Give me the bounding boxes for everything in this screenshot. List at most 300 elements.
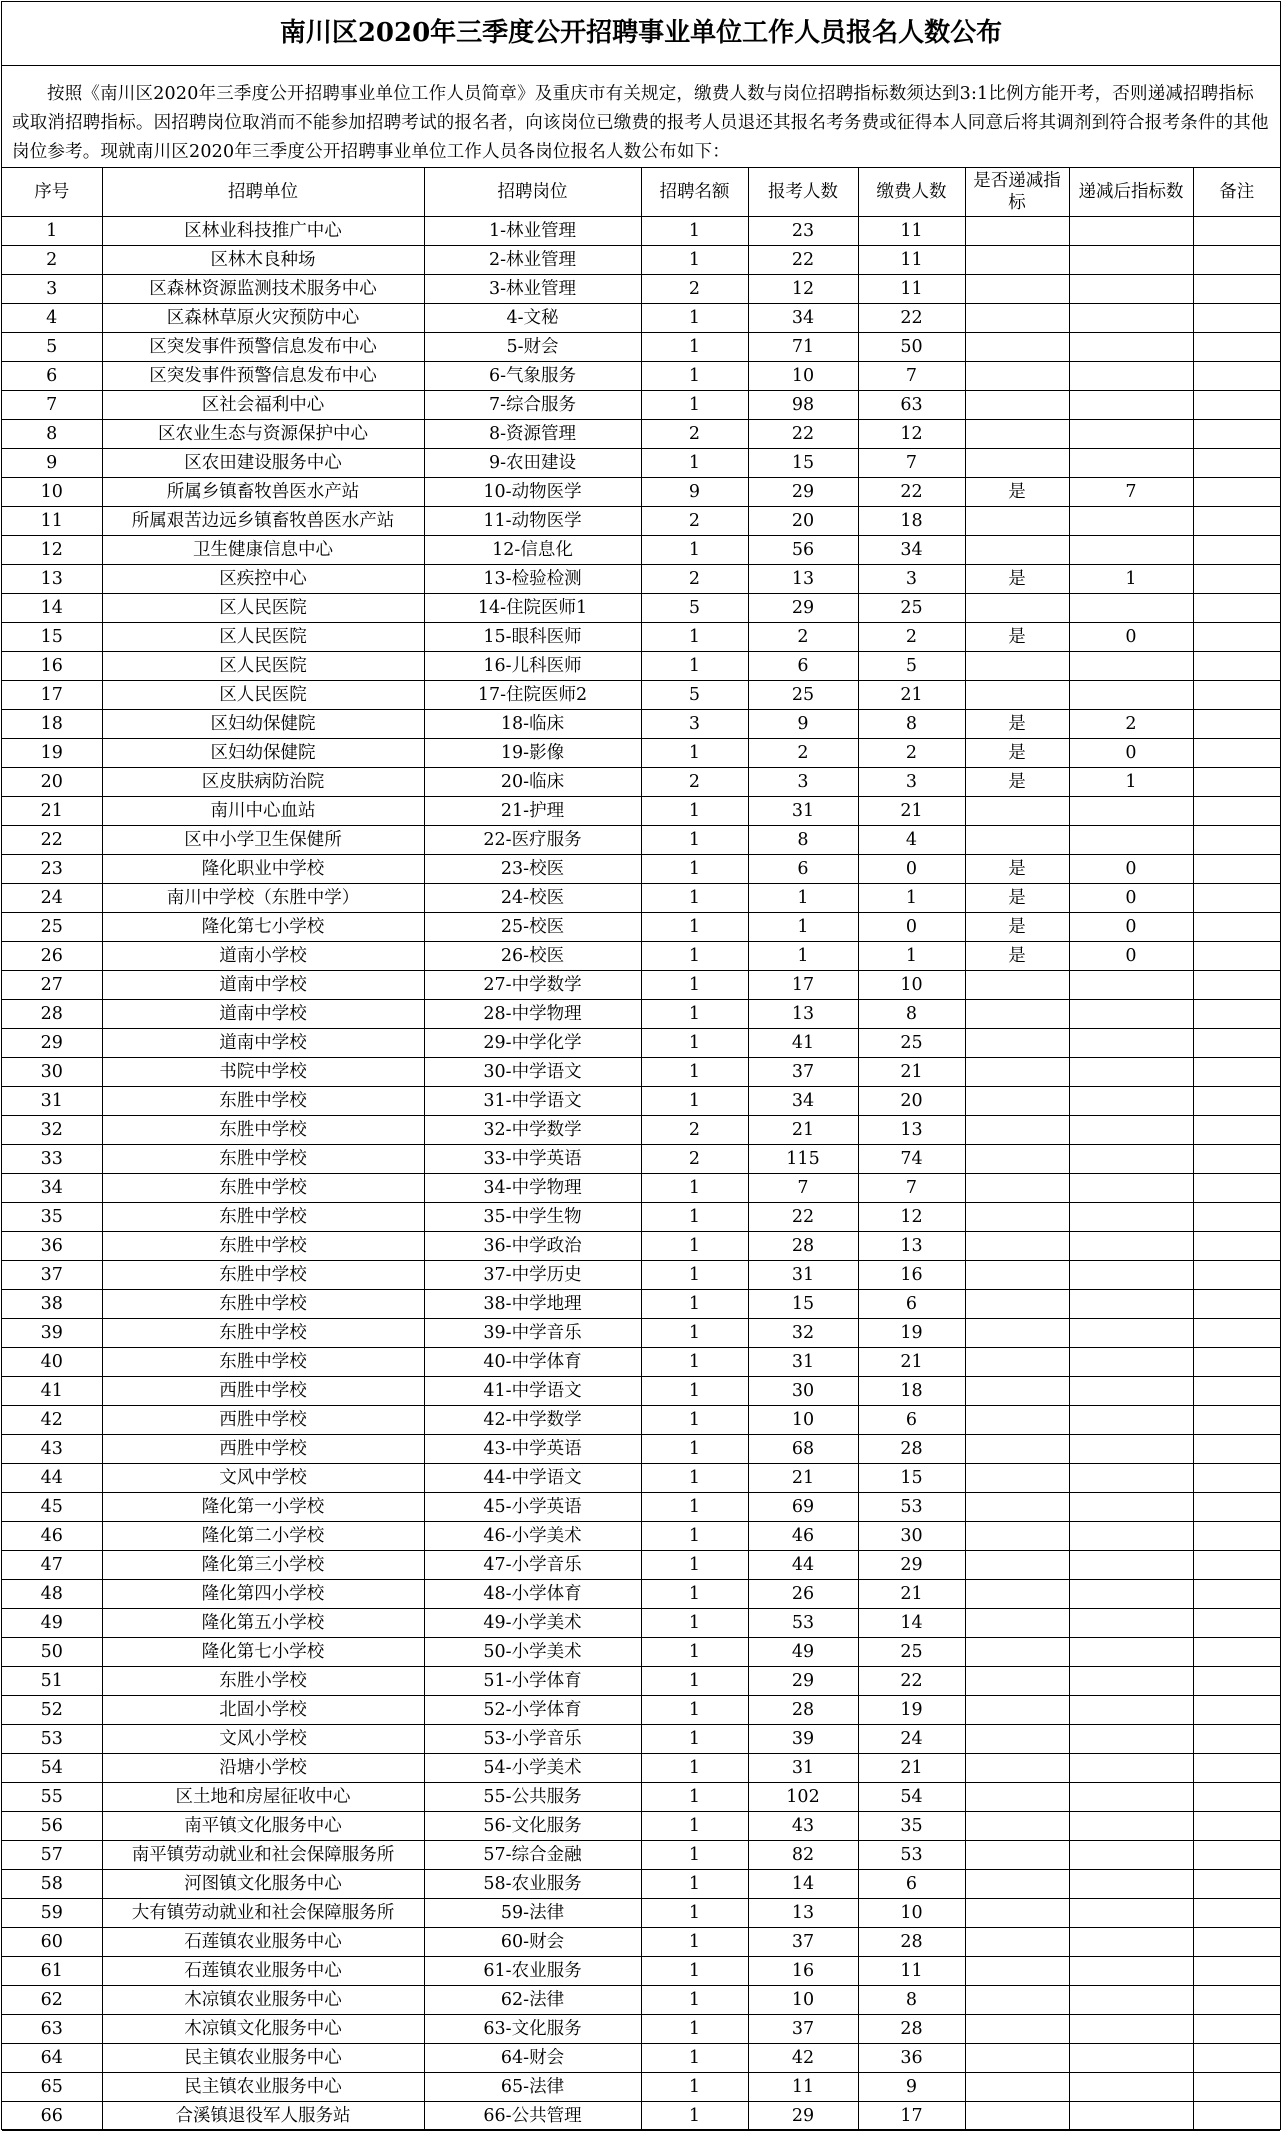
applicants-count-cell: 44: [748, 1551, 858, 1580]
quota-cell: 1: [641, 1464, 748, 1493]
paid-count-cell: 28: [858, 2015, 965, 2044]
recruiting-unit-cell: 南平镇劳动就业和社会保障服务所: [102, 1841, 424, 1870]
paid-count-cell: 4: [858, 826, 965, 855]
remarks-cell: [1193, 739, 1280, 768]
recruiting-unit-cell: 民主镇农业服务中心: [102, 2073, 424, 2102]
remarks-cell: [1193, 797, 1280, 826]
quota-cell: 1: [641, 942, 748, 971]
position-cell: 18-临床: [424, 710, 641, 739]
reduced-flag-cell: [965, 1116, 1069, 1145]
paid-count-cell: 7: [858, 449, 965, 478]
reduced-flag-cell: [965, 1435, 1069, 1464]
table-row: [2, 275, 1280, 304]
table-row: [2, 913, 1280, 942]
table-row: [2, 1203, 1280, 1232]
reduced-flag-cell: [965, 1348, 1069, 1377]
table-row: [2, 1174, 1280, 1203]
quota-cell: 1: [641, 855, 748, 884]
reduced-quota-cell: [1069, 1290, 1193, 1319]
position-cell: 56-文化服务: [424, 1812, 641, 1841]
recruiting-unit-cell: 河图镇文化服务中心: [102, 1870, 424, 1899]
position-cell: 43-中学英语: [424, 1435, 641, 1464]
quota-cell: 1: [641, 304, 748, 333]
paid-count-cell: 9: [858, 2073, 965, 2102]
quota-cell: 1: [641, 1986, 748, 2015]
reduced-flag-cell: [965, 1087, 1069, 1116]
position-cell: 3-林业管理: [424, 275, 641, 304]
position-cell: 55-公共服务: [424, 1783, 641, 1812]
row-number-cell: 21: [2, 797, 102, 826]
table-row: [2, 594, 1280, 623]
reduced-flag-cell: [965, 1870, 1069, 1899]
table-row: [2, 1232, 1280, 1261]
reduced-quota-cell: 0: [1069, 884, 1193, 913]
reduced-flag-cell: [965, 1783, 1069, 1812]
table-row: [2, 623, 1280, 652]
paid-count-cell: 28: [858, 1435, 965, 1464]
applicants-count-cell: 6: [748, 652, 858, 681]
paid-count-cell: 18: [858, 507, 965, 536]
row-number-cell: 61: [2, 1957, 102, 1986]
paid-count-cell: 7: [858, 1174, 965, 1203]
position-cell: 57-综合金融: [424, 1841, 641, 1870]
position-cell: 11-动物医学: [424, 507, 641, 536]
reduced-quota-cell: [1069, 1174, 1193, 1203]
reduced-flag-cell: [965, 1000, 1069, 1029]
applicants-count-cell: 2: [748, 739, 858, 768]
row-number-cell: 4: [2, 304, 102, 333]
quota-cell: 1: [641, 1290, 748, 1319]
position-cell: 8-资源管理: [424, 420, 641, 449]
reduced-flag-cell: 是: [965, 942, 1069, 971]
recruiting-unit-cell: 道南中学校: [102, 971, 424, 1000]
reduced-quota-cell: [1069, 304, 1193, 333]
remarks-cell: [1193, 333, 1280, 362]
position-cell: 41-中学语文: [424, 1377, 641, 1406]
remarks-cell: [1193, 1754, 1280, 1783]
table-row: [2, 1435, 1280, 1464]
quota-cell: 9: [641, 478, 748, 507]
position-cell: 21-护理: [424, 797, 641, 826]
row-number-cell: 44: [2, 1464, 102, 1493]
reduced-quota-cell: [1069, 1783, 1193, 1812]
quota-cell: 2: [641, 420, 748, 449]
reduced-quota-cell: [1069, 1000, 1193, 1029]
paid-count-cell: 14: [858, 1609, 965, 1638]
quota-cell: 1: [641, 536, 748, 565]
reduced-quota-cell: 1: [1069, 565, 1193, 594]
applicants-count-cell: 29: [748, 2102, 858, 2131]
table-row: [2, 768, 1280, 797]
paid-count-cell: 53: [858, 1493, 965, 1522]
applicants-count-cell: 15: [748, 1290, 858, 1319]
applicants-count-cell: 56: [748, 536, 858, 565]
table-row: [2, 2073, 1280, 2102]
reduced-quota-cell: [1069, 246, 1193, 275]
position-cell: 12-信息化: [424, 536, 641, 565]
reduced-flag-cell: [965, 246, 1069, 275]
reduced-quota-cell: [1069, 1261, 1193, 1290]
applicants-count-cell: 39: [748, 1725, 858, 1754]
paid-count-cell: 10: [858, 971, 965, 1000]
reduced-quota-cell: [1069, 594, 1193, 623]
reduced-flag-cell: [965, 2044, 1069, 2073]
paid-count-cell: 13: [858, 1116, 965, 1145]
table-row: [2, 1551, 1280, 1580]
quota-cell: 1: [641, 1696, 748, 1725]
table-row: [2, 1986, 1280, 2015]
reduced-flag-cell: [965, 1551, 1069, 1580]
table-row: [2, 362, 1280, 391]
row-number-cell: 54: [2, 1754, 102, 1783]
reduced-quota-cell: [1069, 826, 1193, 855]
row-number-cell: 9: [2, 449, 102, 478]
table-row: [2, 1580, 1280, 1609]
remarks-cell: [1193, 1116, 1280, 1145]
table-row: [2, 1464, 1280, 1493]
reduced-quota-cell: [1069, 681, 1193, 710]
table-row: [2, 1696, 1280, 1725]
paid-count-cell: 8: [858, 710, 965, 739]
quota-cell: 1: [641, 2102, 748, 2131]
table-row: [2, 565, 1280, 594]
recruiting-unit-cell: 区社会福利中心: [102, 391, 424, 420]
row-number-cell: 38: [2, 1290, 102, 1319]
table-row: [2, 1522, 1280, 1551]
row-number-cell: 51: [2, 1667, 102, 1696]
reduced-quota-cell: [1069, 1058, 1193, 1087]
reduced-flag-cell: 是: [965, 768, 1069, 797]
paid-count-cell: 28: [858, 1928, 965, 1957]
row-number-cell: 56: [2, 1812, 102, 1841]
applicants-count-cell: 7: [748, 1174, 858, 1203]
row-number-cell: 15: [2, 623, 102, 652]
applicants-count-cell: 28: [748, 1696, 858, 1725]
position-cell: 60-财会: [424, 1928, 641, 1957]
position-cell: 46-小学美术: [424, 1522, 641, 1551]
table-row: [2, 1899, 1280, 1928]
applicants-count-cell: 13: [748, 1000, 858, 1029]
row-number-cell: 55: [2, 1783, 102, 1812]
recruiting-unit-cell: 区林业科技推广中心: [102, 217, 424, 246]
reduced-flag-cell: [965, 1667, 1069, 1696]
row-number-cell: 53: [2, 1725, 102, 1754]
row-number-cell: 14: [2, 594, 102, 623]
reduced-flag-cell: [965, 1232, 1069, 1261]
position-cell: 52-小学体育: [424, 1696, 641, 1725]
recruiting-unit-cell: 南川中学校（东胜中学）: [102, 884, 424, 913]
reduced-flag-cell: [965, 1522, 1069, 1551]
position-cell: 48-小学体育: [424, 1580, 641, 1609]
recruiting-unit-cell: 区农田建设服务中心: [102, 449, 424, 478]
quota-cell: 1: [641, 1870, 748, 1899]
applicants-count-cell: 1: [748, 913, 858, 942]
recruiting-unit-cell: 卫生健康信息中心: [102, 536, 424, 565]
position-cell: 24-校医: [424, 884, 641, 913]
remarks-cell: [1193, 449, 1280, 478]
paid-count-cell: 16: [858, 1261, 965, 1290]
position-cell: 16-儿科医师: [424, 652, 641, 681]
recruiting-unit-cell: 南平镇文化服务中心: [102, 1812, 424, 1841]
remarks-cell: [1193, 1145, 1280, 1174]
paid-count-cell: 17: [858, 2102, 965, 2131]
table-row: [2, 652, 1280, 681]
paid-count-cell: 63: [858, 391, 965, 420]
reduced-quota-cell: [1069, 1870, 1193, 1899]
row-number-cell: 13: [2, 565, 102, 594]
applicants-count-cell: 28: [748, 1232, 858, 1261]
row-number-cell: 2: [2, 246, 102, 275]
applicants-count-cell: 23: [748, 217, 858, 246]
reduced-flag-cell: [965, 1609, 1069, 1638]
position-cell: 14-住院医师1: [424, 594, 641, 623]
table-row: [2, 739, 1280, 768]
applicants-count-cell: 37: [748, 2015, 858, 2044]
recruiting-unit-cell: 道南小学校: [102, 942, 424, 971]
paid-count-cell: 1: [858, 942, 965, 971]
table-row: [2, 1667, 1280, 1696]
applicants-count-cell: 41: [748, 1029, 858, 1058]
column-header: 招聘名额: [641, 168, 748, 217]
position-cell: 27-中学数学: [424, 971, 641, 1000]
reduced-flag-cell: [965, 449, 1069, 478]
position-cell: 37-中学历史: [424, 1261, 641, 1290]
recruiting-unit-cell: 石莲镇农业服务中心: [102, 1928, 424, 1957]
remarks-cell: [1193, 971, 1280, 1000]
position-cell: 44-中学语文: [424, 1464, 641, 1493]
remarks-cell: [1193, 1174, 1280, 1203]
recruiting-unit-cell: 区妇幼保健院: [102, 710, 424, 739]
row-number-cell: 50: [2, 1638, 102, 1667]
applicants-count-cell: 42: [748, 2044, 858, 2073]
recruiting-unit-cell: 沿塘小学校: [102, 1754, 424, 1783]
reduced-quota-cell: [1069, 1203, 1193, 1232]
reduced-flag-cell: [965, 217, 1069, 246]
reduced-flag-cell: [965, 1290, 1069, 1319]
recruiting-unit-cell: 区林木良种场: [102, 246, 424, 275]
paid-count-cell: 0: [858, 855, 965, 884]
reduced-quota-cell: [1069, 1609, 1193, 1638]
reduced-flag-cell: [965, 1406, 1069, 1435]
reduced-flag-cell: 是: [965, 913, 1069, 942]
quota-cell: 1: [641, 1667, 748, 1696]
intro-paragraph: 按照《南川区2020年三季度公开招聘事业单位工作人员简章》及重庆市有关规定，缴费人数与岗位招聘指标数须达到3:1比例方能开考，否则递减招聘指标或取消招聘指标。因招聘岗位取消而不能参加招聘考试的报名者，向该岗位已缴费的报考人员退还其报名考务费或征得本人同意后将其调剂到符合报考条件的其他岗位参考。现就南川区2020年三季度公开招聘事业单位工作人员各岗位报名人数公布如下：: [2, 66, 1280, 168]
position-cell: 66-公共管理: [424, 2102, 641, 2131]
table-row: [2, 681, 1280, 710]
reduced-flag-cell: [965, 1812, 1069, 1841]
applicants-count-cell: 31: [748, 1754, 858, 1783]
remarks-cell: [1193, 304, 1280, 333]
applicants-count-cell: 10: [748, 362, 858, 391]
position-cell: 59-法律: [424, 1899, 641, 1928]
applicants-count-cell: 11: [748, 2073, 858, 2102]
reduced-flag-cell: [965, 2015, 1069, 2044]
reduced-flag-cell: 是: [965, 710, 1069, 739]
quota-cell: 1: [641, 1261, 748, 1290]
row-number-cell: 60: [2, 1928, 102, 1957]
paid-count-cell: 21: [858, 1058, 965, 1087]
applicants-count-cell: 1: [748, 942, 858, 971]
position-cell: 58-农业服务: [424, 1870, 641, 1899]
remarks-cell: [1193, 1986, 1280, 2015]
position-cell: 34-中学物理: [424, 1174, 641, 1203]
table-row: [2, 2102, 1280, 2131]
reduced-quota-cell: [1069, 1957, 1193, 1986]
row-number-cell: 19: [2, 739, 102, 768]
paid-count-cell: 8: [858, 1986, 965, 2015]
recruiting-unit-cell: 木凉镇农业服务中心: [102, 1986, 424, 2015]
reduced-quota-cell: [1069, 275, 1193, 304]
reduced-flag-cell: [965, 1203, 1069, 1232]
applicants-count-cell: 31: [748, 1348, 858, 1377]
paid-count-cell: 5: [858, 652, 965, 681]
quota-cell: 2: [641, 507, 748, 536]
recruiting-unit-cell: 隆化第七小学校: [102, 1638, 424, 1667]
applicants-count-cell: 30: [748, 1377, 858, 1406]
remarks-cell: [1193, 855, 1280, 884]
remarks-cell: [1193, 1667, 1280, 1696]
quota-cell: 1: [641, 1812, 748, 1841]
row-number-cell: 52: [2, 1696, 102, 1725]
position-cell: 30-中学语文: [424, 1058, 641, 1087]
table-row: [2, 333, 1280, 362]
table-row: [2, 391, 1280, 420]
position-cell: 5-财会: [424, 333, 641, 362]
reduced-quota-cell: [1069, 449, 1193, 478]
recruiting-unit-cell: 区中小学卫生保健所: [102, 826, 424, 855]
applicants-count-cell: 13: [748, 1899, 858, 1928]
table-row: [2, 1841, 1280, 1870]
table-row: [2, 1087, 1280, 1116]
row-number-cell: 23: [2, 855, 102, 884]
applicants-count-cell: 37: [748, 1058, 858, 1087]
quota-cell: 1: [641, 1551, 748, 1580]
table-row: [2, 826, 1280, 855]
row-number-cell: 30: [2, 1058, 102, 1087]
row-number-cell: 10: [2, 478, 102, 507]
reduced-flag-cell: 是: [965, 884, 1069, 913]
paid-count-cell: 20: [858, 1087, 965, 1116]
row-number-cell: 45: [2, 1493, 102, 1522]
row-number-cell: 34: [2, 1174, 102, 1203]
row-number-cell: 65: [2, 2073, 102, 2102]
recruiting-unit-cell: 东胜中学校: [102, 1203, 424, 1232]
recruiting-unit-cell: 东胜中学校: [102, 1319, 424, 1348]
table-row: [2, 420, 1280, 449]
row-number-cell: 7: [2, 391, 102, 420]
paid-count-cell: 22: [858, 1667, 965, 1696]
paid-count-cell: 12: [858, 420, 965, 449]
quota-cell: 1: [641, 826, 748, 855]
row-number-cell: 58: [2, 1870, 102, 1899]
reduced-quota-cell: [1069, 971, 1193, 1000]
row-number-cell: 3: [2, 275, 102, 304]
remarks-cell: [1193, 1261, 1280, 1290]
reduced-quota-cell: [1069, 1377, 1193, 1406]
remarks-cell: [1193, 913, 1280, 942]
paid-count-cell: 22: [858, 304, 965, 333]
position-cell: 6-气象服务: [424, 362, 641, 391]
remarks-cell: [1193, 1638, 1280, 1667]
recruiting-unit-cell: 隆化第五小学校: [102, 1609, 424, 1638]
reduced-flag-cell: [965, 1377, 1069, 1406]
reduced-flag-cell: 是: [965, 739, 1069, 768]
paid-count-cell: 3: [858, 768, 965, 797]
remarks-cell: [1193, 594, 1280, 623]
applicants-count-cell: 29: [748, 594, 858, 623]
applicants-count-cell: 71: [748, 333, 858, 362]
quota-cell: 1: [641, 391, 748, 420]
applicants-count-cell: 37: [748, 1928, 858, 1957]
reduced-flag-cell: 是: [965, 623, 1069, 652]
row-number-cell: 40: [2, 1348, 102, 1377]
applicants-count-cell: 25: [748, 681, 858, 710]
quota-cell: 1: [641, 2044, 748, 2073]
reduced-quota-cell: [1069, 1406, 1193, 1435]
applicants-count-cell: 9: [748, 710, 858, 739]
position-cell: 33-中学英语: [424, 1145, 641, 1174]
table-row: [2, 1058, 1280, 1087]
remarks-cell: [1193, 2015, 1280, 2044]
quota-cell: 1: [641, 2015, 748, 2044]
remarks-cell: [1193, 1841, 1280, 1870]
reduced-quota-cell: 0: [1069, 913, 1193, 942]
position-cell: 40-中学体育: [424, 1348, 641, 1377]
position-cell: 54-小学美术: [424, 1754, 641, 1783]
recruiting-unit-cell: 道南中学校: [102, 1000, 424, 1029]
remarks-cell: [1193, 217, 1280, 246]
reduced-quota-cell: [1069, 1116, 1193, 1145]
quota-cell: 1: [641, 246, 748, 275]
paid-count-cell: 11: [858, 1957, 965, 1986]
paid-count-cell: 18: [858, 1377, 965, 1406]
applicants-count-cell: 3: [748, 768, 858, 797]
position-cell: 1-林业管理: [424, 217, 641, 246]
row-number-cell: 5: [2, 333, 102, 362]
remarks-cell: [1193, 1580, 1280, 1609]
recruiting-unit-cell: 东胜中学校: [102, 1174, 424, 1203]
row-number-cell: 41: [2, 1377, 102, 1406]
recruiting-unit-cell: 区人民医院: [102, 623, 424, 652]
position-cell: 23-校医: [424, 855, 641, 884]
recruiting-unit-cell: 东胜中学校: [102, 1116, 424, 1145]
remarks-cell: [1193, 1493, 1280, 1522]
paid-count-cell: 2: [858, 623, 965, 652]
row-number-cell: 37: [2, 1261, 102, 1290]
applicants-count-cell: 43: [748, 1812, 858, 1841]
column-header: 递减后指标数: [1069, 168, 1193, 217]
recruiting-unit-cell: 合溪镇退役军人服务站: [102, 2102, 424, 2131]
position-cell: 25-校医: [424, 913, 641, 942]
paid-count-cell: 2: [858, 739, 965, 768]
reduced-quota-cell: [1069, 333, 1193, 362]
position-cell: 15-眼科医师: [424, 623, 641, 652]
quota-cell: 1: [641, 971, 748, 1000]
paid-count-cell: 7: [858, 362, 965, 391]
reduced-flag-cell: [965, 304, 1069, 333]
table-row: [2, 507, 1280, 536]
paid-count-cell: 54: [858, 1783, 965, 1812]
paid-count-cell: 50: [858, 333, 965, 362]
remarks-cell: [1193, 1435, 1280, 1464]
quota-cell: 1: [641, 797, 748, 826]
reduced-quota-cell: [1069, 1899, 1193, 1928]
quota-cell: 2: [641, 565, 748, 594]
position-cell: 42-中学数学: [424, 1406, 641, 1435]
table-row: [2, 1812, 1280, 1841]
table-row: [2, 1870, 1280, 1899]
quota-cell: 1: [641, 1232, 748, 1261]
